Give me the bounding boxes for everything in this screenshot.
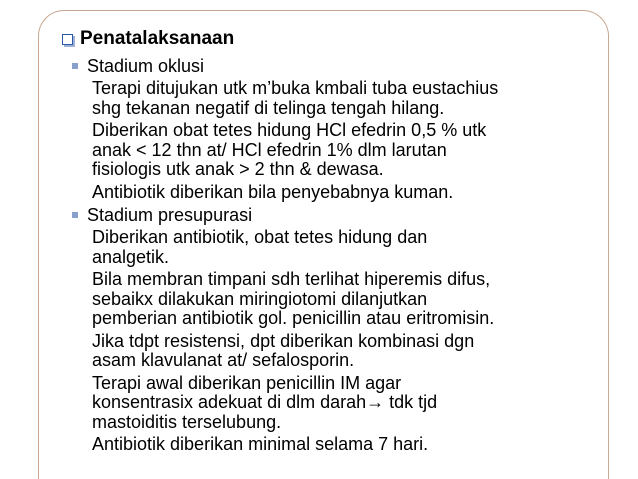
text-line: pemberian antibiotik gol. penicillin atau eritromisin. xyxy=(92,308,495,328)
text-line: Diberikan antibiotik, obat tetes hidung dan xyxy=(92,227,428,247)
text-line: konsentrasix adekuat di dlm darah→ tdk tjd xyxy=(92,392,438,412)
text-line: Bila membran timpani sdh terlihat hiperemis difus, xyxy=(92,269,491,289)
text-line: Terapi ditujukan utk m’buka kmbali tuba eustachius xyxy=(92,78,499,98)
text-line: fisiologis utk anak > 2 thn & dewasa. xyxy=(92,159,384,179)
text-line: asam klavulanat at/ sefalosporin. xyxy=(92,350,355,370)
text-line: Terapi awal diberikan penicillin IM agar xyxy=(92,372,402,393)
stadium-presupurasi-title: Stadium presupurasi xyxy=(87,205,253,225)
text-line: Jika tdpt resistensi, dpt diberikan kombinasi dgn xyxy=(92,330,475,351)
presupurasi-paragraph-5 xyxy=(92,435,602,455)
presupurasi-paragraph-3 xyxy=(92,332,602,371)
text-line: analgetik. xyxy=(92,246,170,267)
hollow-square-bullet-icon xyxy=(62,34,73,45)
text-line: shg tekanan negatif di telinga tengah hilang. xyxy=(92,97,445,118)
presupurasi-paragraph-1 xyxy=(92,228,602,267)
stadium-oklusi-title: Stadium oklusi xyxy=(87,56,205,76)
text-line: Antibiotik diberikan minimal selama 7 hari. xyxy=(92,434,429,454)
slide-content xyxy=(62,28,602,458)
small-square-bullet-icon xyxy=(72,212,78,218)
text-line: sebaikx dilakukan miringiotomi dilanjutkan xyxy=(92,288,428,309)
oklusi-paragraph-1 xyxy=(92,79,602,118)
text-line: anak < 12 thn at/ HCl efedrin 1% dlm larutan xyxy=(92,139,447,160)
presupurasi-paragraph-4 xyxy=(92,374,602,433)
stadium-presupurasi-item xyxy=(72,205,602,225)
text-line: Antibiotik diberikan bila penyebabnya kuman. xyxy=(92,181,454,202)
stadium-oklusi-item xyxy=(72,56,602,76)
text-line: mastoiditis terselubung. xyxy=(92,411,282,432)
oklusi-paragraph-3 xyxy=(92,183,602,203)
oklusi-paragraph-2 xyxy=(92,121,602,180)
presupurasi-paragraph-2 xyxy=(92,270,602,329)
heading-row xyxy=(62,28,602,50)
small-square-bullet-icon xyxy=(72,63,78,69)
heading-title: Penatalaksanaan xyxy=(80,28,235,49)
text-line: Diberikan obat tetes hidung HCl efedrin 0,5 % utk xyxy=(92,120,487,140)
